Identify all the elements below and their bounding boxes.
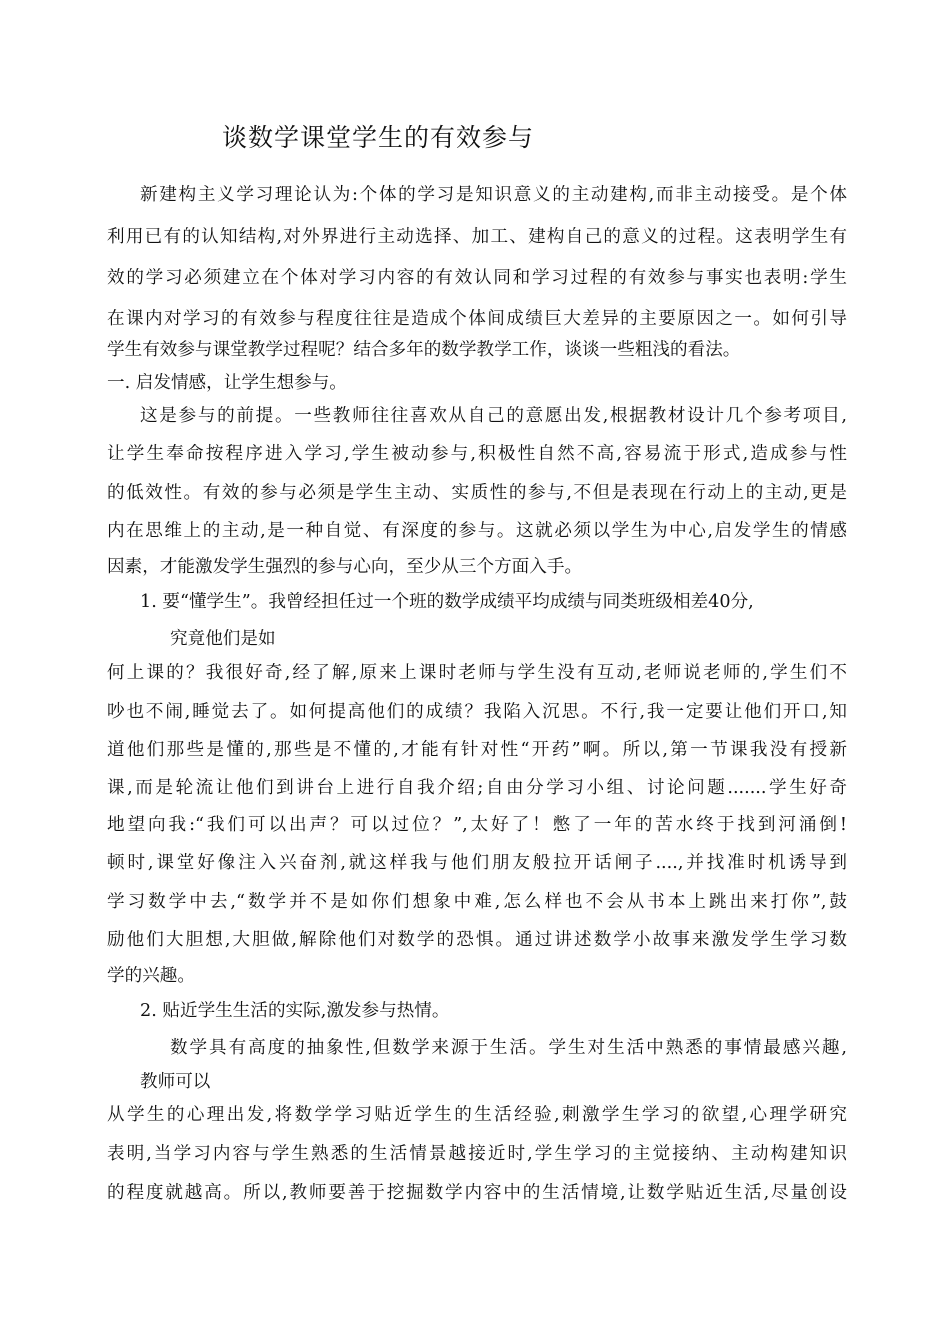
paragraph-line: 励他们大胆想,大胆做,解除他们对数学的恐惧。通过讲述数学小故事来激发学生学习数 [107,930,847,950]
paragraph-line: 利用已有的认知结构,对外界进行主动选择、加工、建构自己的意义的过程。这表明学生有 [107,227,847,247]
paragraph-line: 内在思维上的主动,是一种自觉、有深度的参与。这就必须以学生为中心,启发学生的情感 [107,521,847,541]
paragraph-line: 的低效性。有效的参与必须是学生主动、实质性的参与,不但是表现在行动上的主动,更是 [107,483,847,503]
paragraph-line: 数学具有高度的抽象性,但数学来源于生活。学生对生活中熟悉的事情最感兴趣, [170,1038,847,1058]
list-item-line: 2. 贴近学生生活的实际,激发参与热情。 [140,1001,450,1021]
paragraph-line: 从学生的心理出发,将数学学习贴近学生的生活经验,刺激学生学习的欲望,心理学研究 [107,1105,847,1125]
paragraph-line: 让学生奉命按程序进入学习,学生被动参与,积极性自然不高,容易流于形式,造成参与性 [107,444,847,464]
paragraph-line: 在课内对学习的有效参与程度往往是造成个体间成绩巨大差异的主要原因之一。如何引导 [107,309,847,329]
list-item-line: 1. 要“懂学生”。我曾经担任过一个班的数学成绩平均成绩与同类班级相差40分, [140,592,754,612]
paragraph-line: 表明,当学习内容与学生熟悉的生活情景越接近时,学生学习的主觉接纳、主动构建知识 [107,1144,847,1164]
document-title: 谈数学课堂学生的有效参与 [222,123,535,152]
paragraph-line: 顿时,课堂好像注入兴奋剂,就这样我与他们朋友般拉开话闸子....,并找准时机诱导到 [107,853,847,873]
paragraph-line: 因素，才能激发学生强烈的参与心向，至少从三个方面入手。 [107,557,583,577]
paragraph-line: 道他们那些是懂的,那些是不懂的,才能有针对性“开药”啊。所以,第一节课我没有授新 [107,740,847,760]
section-heading: 一. 启发情感，让学生想参与。 [107,373,347,393]
paragraph-line: 的程度就越高。所以,教师要善于挖掘数学内容中的生活情境,让数学贴近生活,尽量创设 [107,1183,847,1203]
paragraph-line: 何上课的？我很好奇,经了解,原来上课时老师与学生没有互动,老师说老师的,学生们不 [107,663,847,683]
paragraph-line: 教师可以 [140,1072,211,1092]
paragraph-line: 地望向我:“我们可以出声？可以过位？”,太好了！憋了一年的苦水终于找到河涌倒! [107,815,847,835]
paragraph-line: 学的兴趣。 [107,966,195,986]
paragraph-line: 这是参与的前提。一些教师往往喜欢从自己的意愿出发,根据教材设计几个参考项目, [140,406,847,426]
paragraph-line: 学习数学中去,“数学并不是如你们想象中难,怎么样也不会从书本上跳出来打你”,鼓 [107,892,847,912]
paragraph-line: 课,而是轮流让他们到讲台上进行自我介绍;自由分学习小组、讨论问题.......学生好奇 [107,778,847,798]
paragraph-line: 效的学习必须建立在个体对学习内容的有效认同和学习过程的有效参与事实也表明:学生 [107,268,847,288]
paragraph-line: 学生有效参与课堂教学过程呢？结合多年的数学教学工作，谈谈一些粗浅的看法。 [107,340,741,360]
paragraph-line: 吵也不闹,睡觉去了。如何提高他们的成绩？我陷入沉思。不行,我一定要让他们开口,知 [107,702,847,722]
list-item-line: 究竟他们是如 [170,629,276,649]
paragraph-line: 新建构主义学习理论认为:个体的学习是知识意义的主动建构,而非主动接受。是个体 [140,185,847,205]
